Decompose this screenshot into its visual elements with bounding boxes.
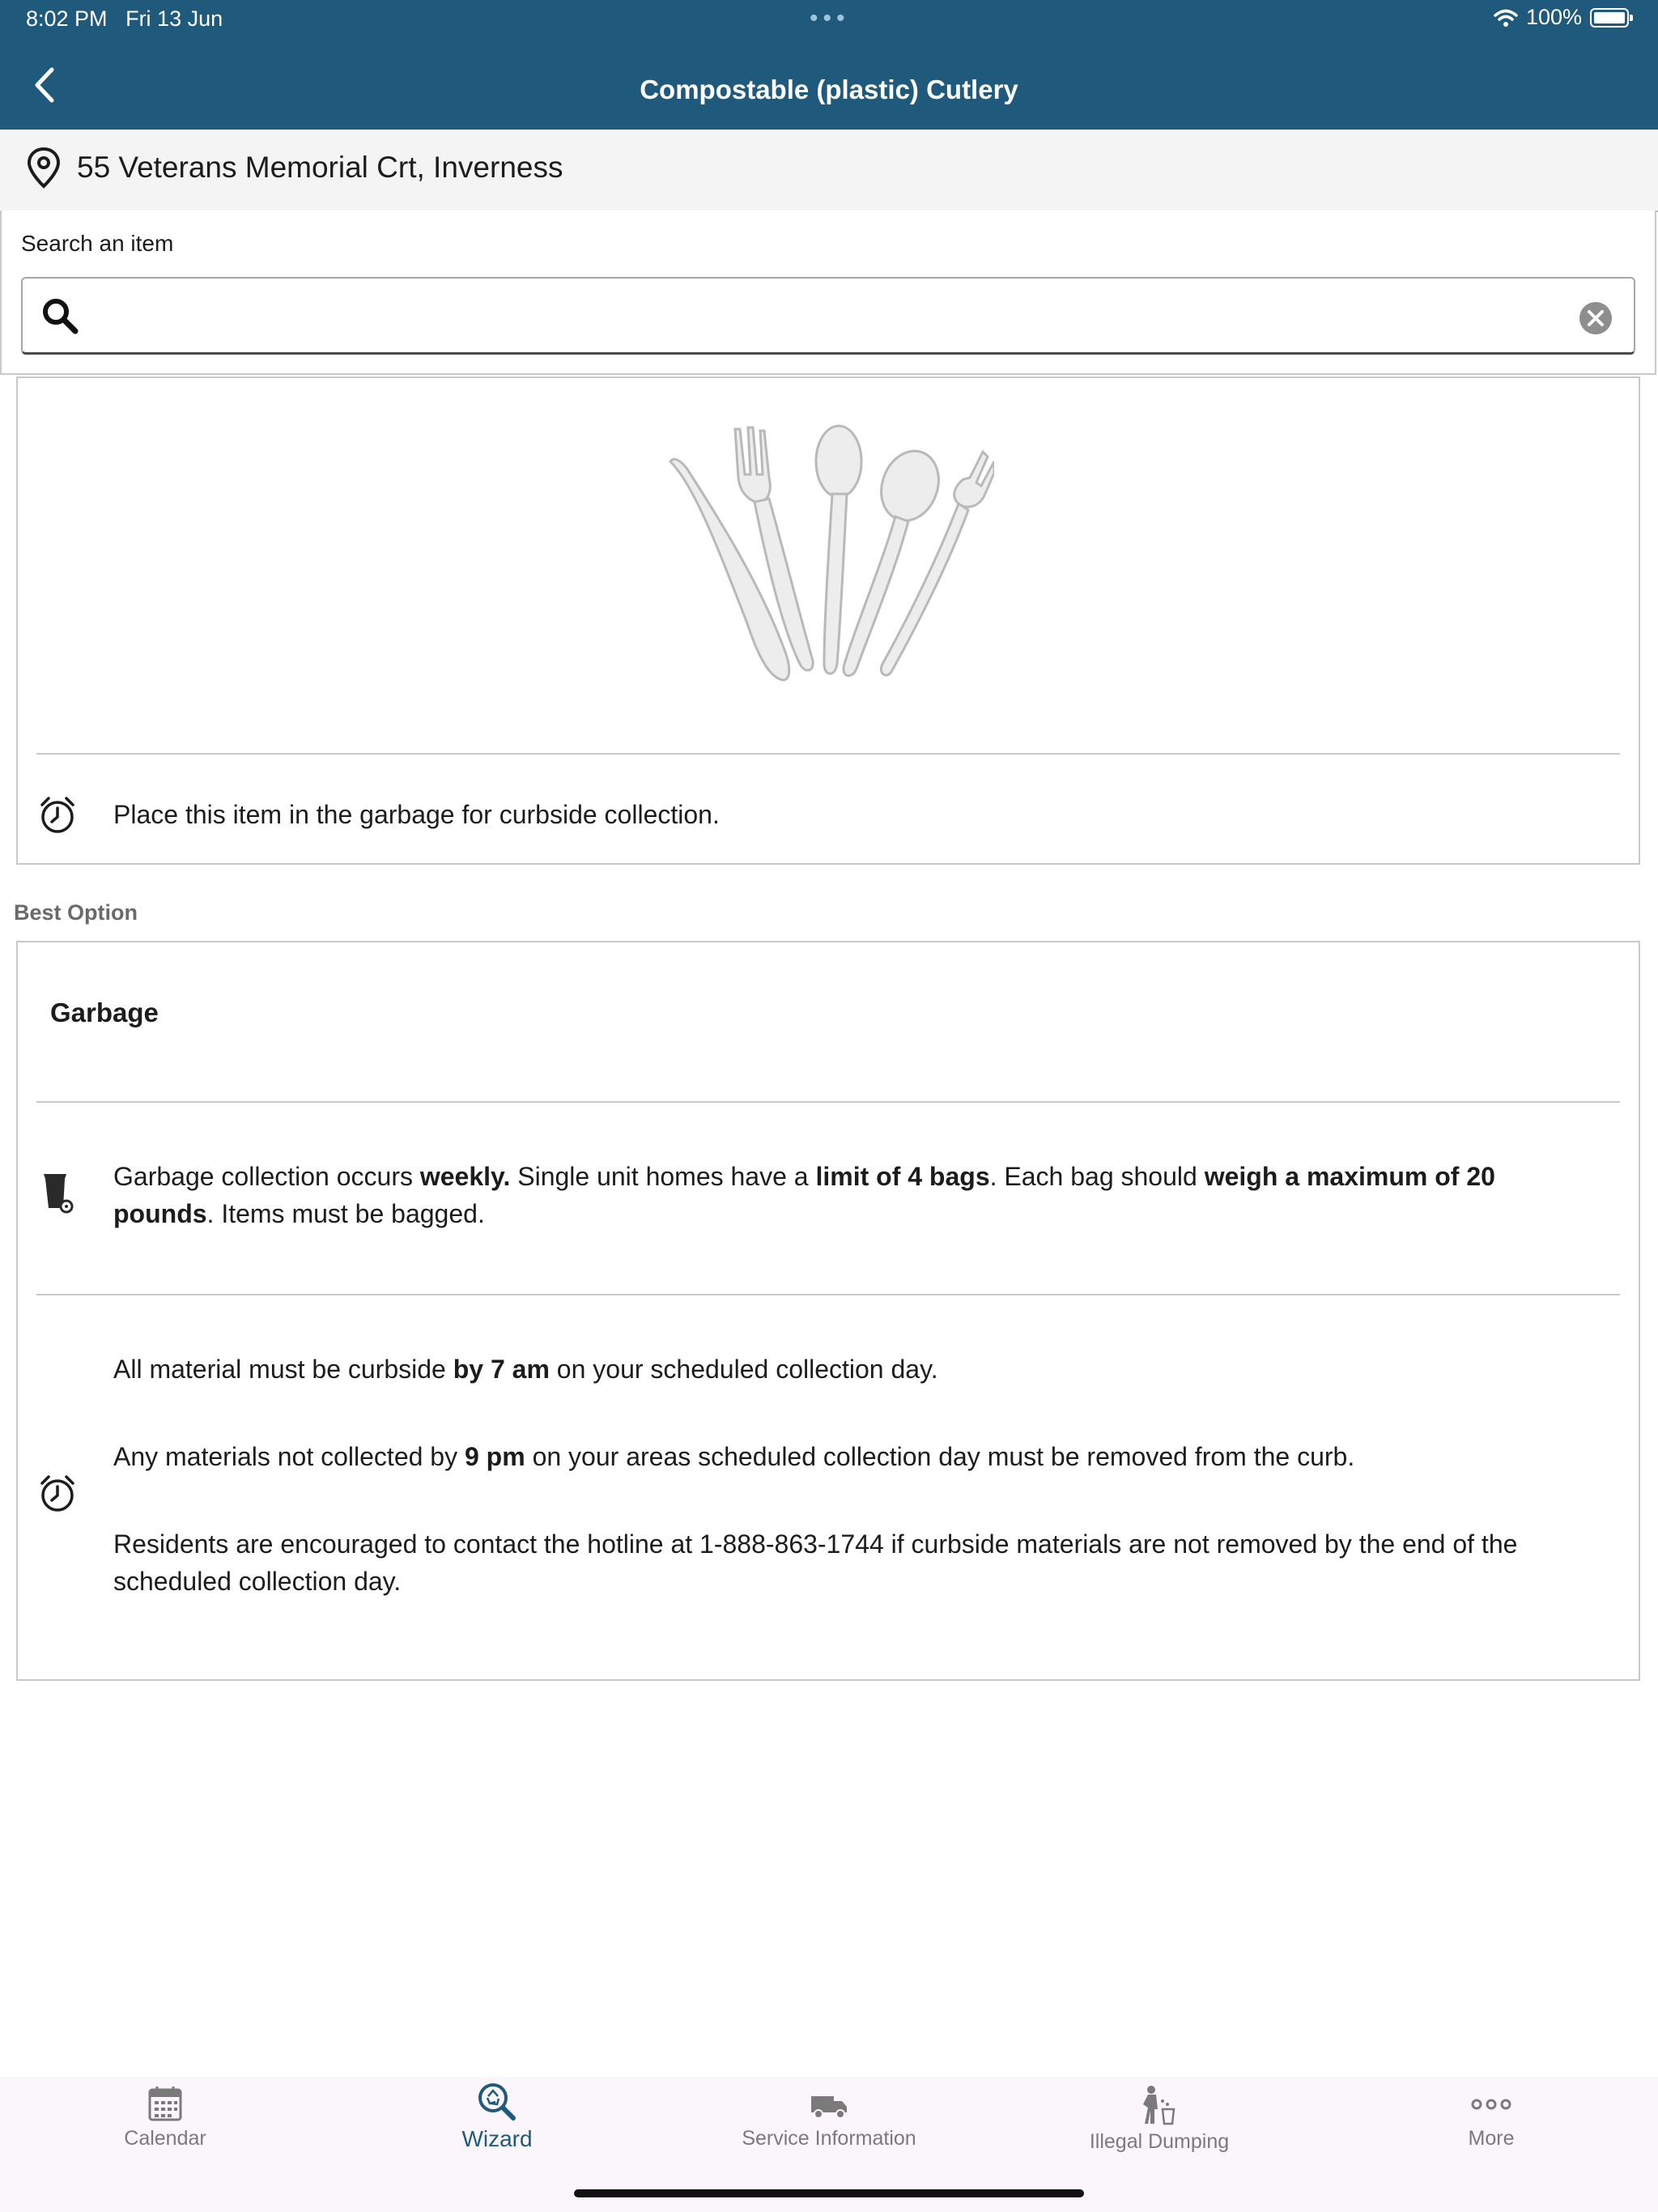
wizard-search-icon <box>476 2081 518 2121</box>
schedule-curbside-time: All material must be curbside by 7 am on your scheduled collection day. <box>113 1355 938 1384</box>
tab-label: Calendar <box>124 2127 206 2150</box>
tab-service-information[interactable] <box>724 2085 934 2150</box>
status-date: Fri 13 Jun <box>125 6 223 31</box>
search-icon <box>40 296 79 335</box>
divider <box>36 753 1620 755</box>
home-indicator[interactable] <box>574 2189 1084 2197</box>
tab-label: Wizard <box>461 2126 533 2151</box>
page-title: Compostable (plastic) Cutlery <box>640 74 1018 104</box>
schedule-removal-time: Any materials not collected by 9 pm on your areas scheduled collection day must be removed from the curb. <box>113 1442 1355 1471</box>
option-title: Garbage <box>50 998 159 1027</box>
dumping-icon <box>1138 2085 1180 2125</box>
truck-icon <box>808 2085 850 2122</box>
tab-label: More <box>1468 2127 1515 2150</box>
address-text: 55 Veterans Memorial Crt, Inverness <box>77 151 563 184</box>
tab-calendar[interactable] <box>60 2085 270 2150</box>
tab-label: Illegal Dumping <box>1089 2130 1230 2153</box>
tab-illegal-dumping[interactable] <box>1054 2085 1265 2154</box>
garbage-collection-info: Garbage collection occurs weekly. Single unit homes have a limit of 4 bags. Each bag should weigh a maximum of 20 pounds. Items must be bagged. <box>113 1162 1495 1228</box>
tab-label: Service Information <box>742 2127 916 2150</box>
more-icon <box>1470 2085 1512 2122</box>
tab-more[interactable] <box>1386 2085 1596 2150</box>
wifi-icon <box>1494 8 1518 28</box>
item-instruction: Place this item in the garbage for curbside collection. <box>113 800 720 829</box>
garbage-bin-icon <box>42 1172 74 1214</box>
battery-icon <box>1590 8 1629 28</box>
calendar-icon <box>147 2085 183 2122</box>
search-label: Search an item <box>21 231 174 256</box>
alarm-clock-icon <box>39 795 76 836</box>
divider <box>36 1294 1620 1295</box>
location-pin-icon <box>24 146 63 189</box>
alarm-clock-icon <box>39 1474 76 1514</box>
tab-wizard[interactable] <box>392 2081 602 2152</box>
status-time: 8:02 PM Fri 13 Jun <box>26 6 223 31</box>
multitask-dots-icon[interactable]: ••• <box>810 5 850 32</box>
status-indicators <box>1494 5 1629 30</box>
schedule-hotline-info: Residents are encouraged to contact the hotline at 1-888-863-1744 if curbside materials are not removed by the end of the scheduled collection day. <box>113 1529 1518 1596</box>
search-input[interactable] <box>89 288 1566 343</box>
battery-percent: 100% <box>1525 5 1582 29</box>
cutlery-image <box>662 421 994 696</box>
best-option-heading: Best Option <box>14 900 138 925</box>
clear-search-icon[interactable] <box>1579 301 1613 335</box>
divider <box>36 1101 1620 1103</box>
